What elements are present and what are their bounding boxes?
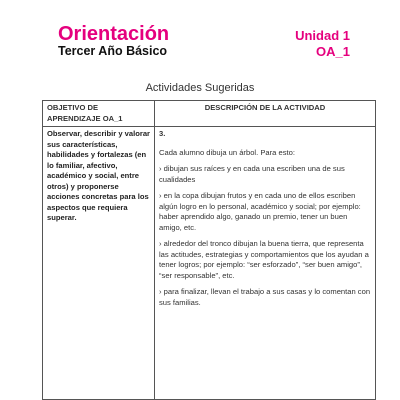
objective-cell: Observar, describir y valorar sus características, habilidades y fortalezas (en lo familiar, afectivo, académico y social, entre otros) y proponerse acciones concretas para los aspectos que requiera superar. — [43, 127, 155, 400]
activity-paragraph: › alrededor del tronco dibujan la buena tierra, que representa las actitudes, estrategias y comportamientos que los ayudan a tener logros; por ejemplo: “ser esforzado”, “ser buen amigo”, “ser responsable”, etc. — [159, 239, 369, 280]
table-header-row — [43, 101, 376, 127]
activity-number: 3. — [159, 129, 166, 138]
activity-paragraph: › en la copa dibujan frutos y en cada uno de ellos escriben algún logro en lo personal, académico y social; por ejemplo: haber aprendido algo, ganado un premio, tener un buen amigo, etc. — [159, 191, 361, 232]
activity-paragraph: › dibujan sus raíces y en cada una escriben una de sus cualidades — [159, 164, 345, 184]
objective-column-header: OBJETIVO DE APRENDIZAJE OA_1 — [43, 101, 155, 127]
page-title: Orientación — [58, 23, 170, 45]
description-cell — [155, 127, 376, 400]
section-title: Actividades Sugeridas — [145, 82, 255, 94]
grade-subtitle: Tercer Año Básico — [58, 44, 168, 58]
activity-paragraph: Cada alumno dibuja un árbol. Para esto: — [159, 147, 295, 157]
description-column-header: DESCRIPCIÓN DE LA ACTIVIDAD — [155, 101, 376, 127]
table-row — [43, 127, 376, 400]
activity-table — [42, 100, 376, 400]
activity-paragraph: › para finalizar, llevan el trabajo a sus casas y lo comentan con sus familias. — [159, 287, 371, 307]
objective-code: OA_1 — [316, 44, 350, 59]
unit-label: Unidad 1 — [295, 28, 350, 43]
